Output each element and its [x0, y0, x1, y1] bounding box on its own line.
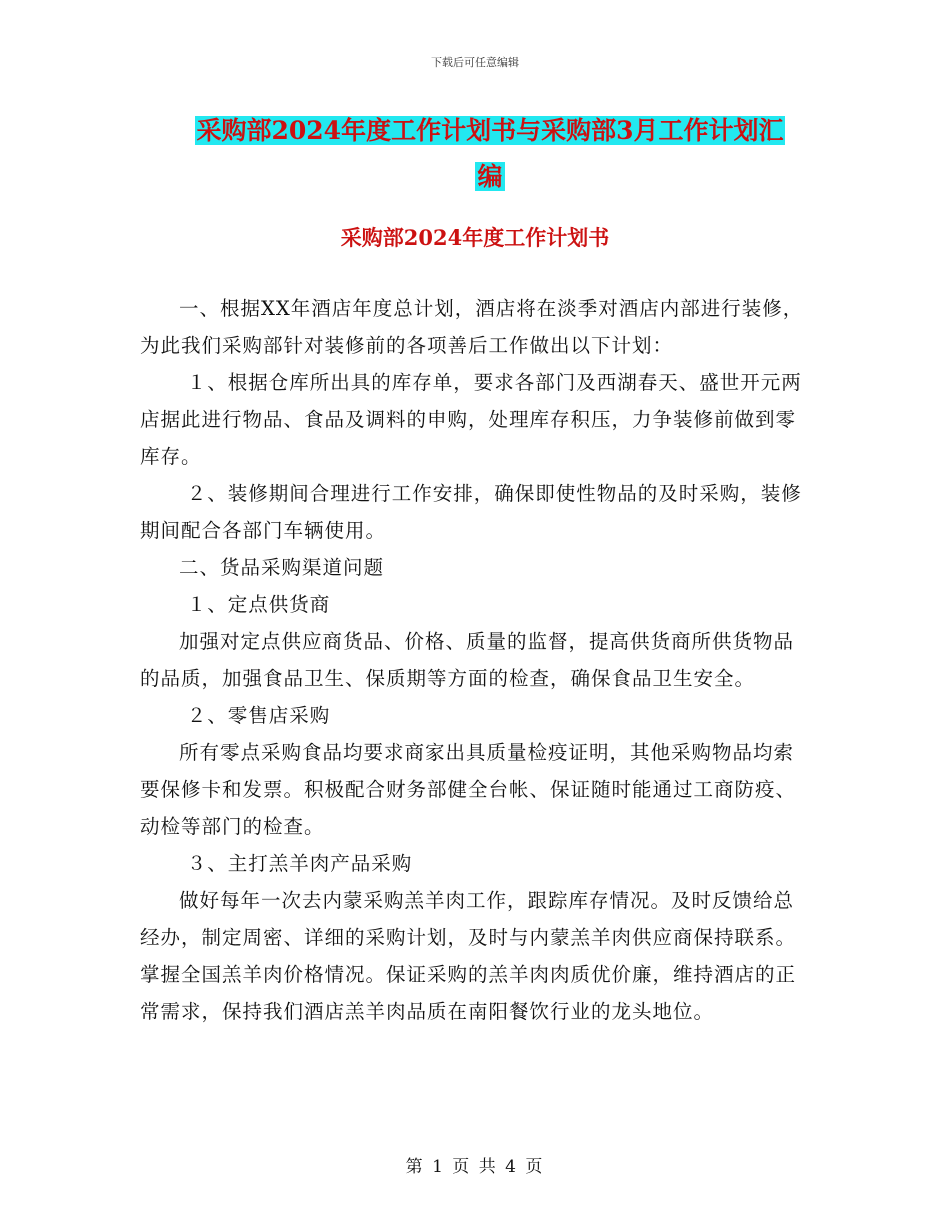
paragraph: 二、货品采购渠道问题 — [179, 556, 385, 579]
paragraph: ２、装修期间合理进行工作安排，确保即使性物品的及时采购，装修期间配合各部门车辆使用。 — [140, 482, 802, 542]
title-line-2: 编 — [477, 162, 503, 191]
paragraph: 加强对定点供应商货品、价格、质量的监督，提高供货商所供货物品的品质，加强食品卫生、保质期等方面的检查，确保食品卫生安全。 — [140, 630, 795, 690]
body-text — [140, 290, 805, 1030]
paragraph: 一、根据XX年酒店年度总计划，酒店将在淡季对酒店内部进行装修，为此我们采购部针对装修前的各项善后工作做出以下计划： — [140, 297, 804, 357]
paragraph: 所有零点采购食品均要求商家出具质量检疫证明，其他采购物品均索要保修卡和发票。积极配合财务部健全台帐、保证随时能通过工商防疫、动检等部门的检查。 — [140, 741, 797, 838]
paragraph: １、根据仓库所出具的库存单，要求各部门及西湖春天、盛世开元两店据此进行物品、食品及调料的申购，处理库存积压，力争装修前做到零库存。 — [140, 371, 802, 468]
document-title — [140, 108, 840, 200]
header-note: 下载后可任意编辑 — [431, 56, 519, 69]
page-footer: 第 1 页 共 4 页 — [405, 1157, 545, 1177]
paragraph: ３、主打羔羊肉产品采购 — [186, 852, 413, 875]
paragraph: 做好每年一次去内蒙采购羔羊肉工作，跟踪库存情况。及时反馈给总经办，制定周密、详细的采购计划，及时与内蒙羔羊肉供应商保持联系。掌握全国羔羊肉价格情况。保证采购的羔羊肉肉质优价廉，维持酒店的正常需求，保持我们酒店羔羊肉品质在南阳餐饮行业的龙头地位。 — [140, 889, 797, 1023]
paragraph: ２、零售店采购 — [186, 704, 331, 727]
section-title: 采购部2024年度工作计划书 — [340, 225, 610, 250]
paragraph: １、定点供货商 — [186, 593, 331, 616]
title-line-1: 采购部2024年度工作计划书与采购部3月工作计划汇 — [196, 116, 784, 145]
